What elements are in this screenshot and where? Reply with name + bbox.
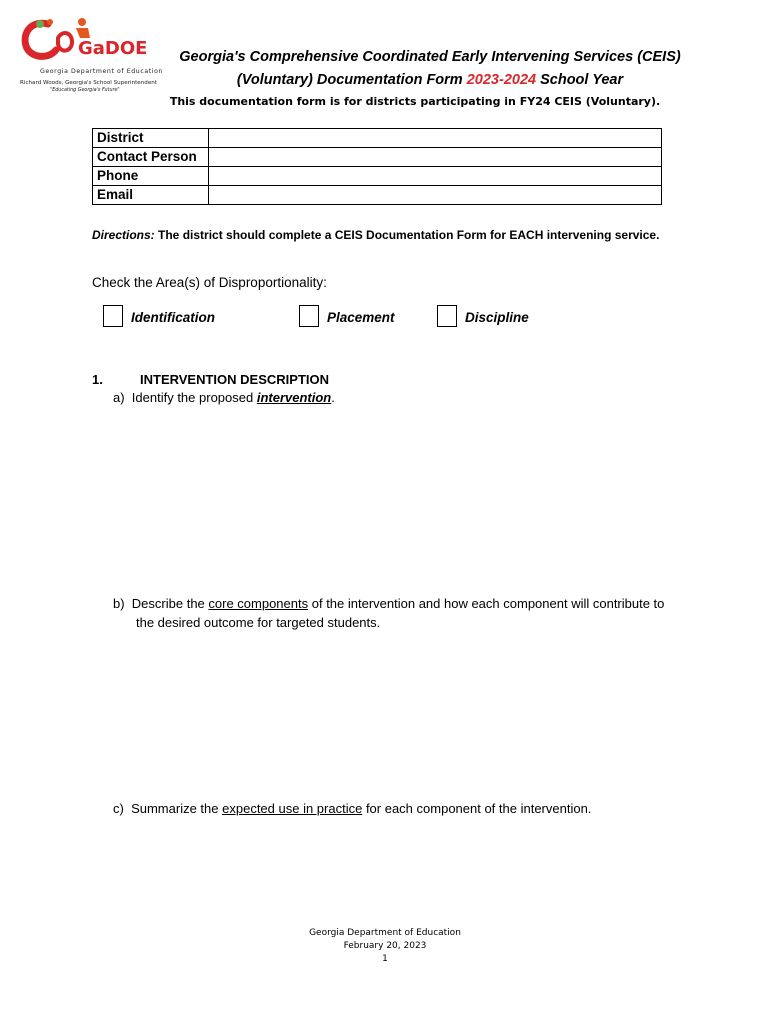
- title-line-1: Georgia's Comprehensive Coordinated Early Intervening Services (CEIS): [179, 49, 681, 65]
- table-row: [93, 148, 662, 167]
- email-field[interactable]: [209, 186, 662, 205]
- question-b-pre: Describe the: [131, 596, 209, 611]
- directions-label: Directions:: [92, 228, 155, 242]
- question-c-post: for each component of the intervention.: [362, 801, 592, 816]
- question-a: [113, 388, 335, 407]
- logo-agency-text: Georgia Department of Education: [40, 68, 163, 75]
- question-c-underlined: expected use in practice: [222, 801, 363, 816]
- question-a-underlined: intervention: [256, 390, 332, 405]
- footer-agency: Georgia Department of Education: [309, 928, 461, 938]
- phone-label: Phone: [93, 167, 209, 186]
- title-year: 2023-2024: [466, 72, 537, 88]
- placement-checkbox[interactable]: [299, 305, 319, 327]
- question-b-line-2: the desired outcome for targeted students.: [136, 615, 381, 630]
- title-line-2-pre: (Voluntary) Documentation Form: [236, 72, 467, 88]
- logo-superintendent-text: Richard Woods, Georgia's School Superintendent: [20, 80, 157, 86]
- footer-date: February 20, 2023: [343, 941, 427, 951]
- title-line-2-post: School Year: [536, 72, 624, 88]
- question-b-post-1: of the intervention and how each component will contribute to: [308, 596, 665, 611]
- question-b: [113, 594, 693, 632]
- email-label: Email: [93, 186, 209, 205]
- identification-label: Identification: [131, 310, 215, 325]
- district-info-table: [92, 128, 662, 205]
- district-field[interactable]: [209, 129, 662, 148]
- question-b-line-1: [113, 594, 693, 613]
- placement-label: Placement: [327, 310, 395, 325]
- table-row: [93, 167, 662, 186]
- table-row: [93, 129, 662, 148]
- question-b-underlined: core components: [208, 596, 309, 611]
- section-number: 1.: [92, 372, 103, 387]
- identification-checkbox[interactable]: [103, 305, 123, 327]
- gadoe-logo: [10, 8, 163, 94]
- page-footer: [235, 927, 535, 966]
- contact-person-field[interactable]: [209, 148, 662, 167]
- title-line-2: [170, 69, 690, 92]
- disproportionality-prompt: Check the Area(s) of Disproportionality:: [92, 275, 327, 290]
- discipline-label: Discipline: [465, 310, 529, 325]
- form-title: [170, 46, 690, 92]
- question-a-pre: Identify the proposed: [131, 390, 257, 405]
- question-c-prefix: c): [113, 801, 124, 816]
- directions-text: [92, 226, 662, 244]
- section-title: INTERVENTION DESCRIPTION: [140, 372, 330, 387]
- question-c: [113, 799, 591, 818]
- question-c-pre: Summarize the: [131, 801, 223, 816]
- table-row: [93, 186, 662, 205]
- logo-brand-text: GaDOE: [78, 38, 148, 59]
- contact-person-label: Contact Person: [93, 148, 209, 167]
- footer-page-number: 1: [382, 954, 388, 964]
- directions-body: The district should complete a CEIS Documentation Form for EACH intervening service.: [154, 228, 660, 242]
- logo-tagline-text: "Educating Georgia's Future": [50, 88, 120, 93]
- phone-field[interactable]: [209, 167, 662, 186]
- form-subtitle: This documentation form is for districts participating in FY24 CEIS (Voluntary).: [169, 95, 661, 108]
- question-a-prefix: a): [113, 390, 125, 405]
- discipline-checkbox[interactable]: [437, 305, 457, 327]
- district-label: District: [93, 129, 209, 148]
- question-a-post: .: [331, 390, 335, 405]
- question-b-prefix: b): [113, 596, 125, 611]
